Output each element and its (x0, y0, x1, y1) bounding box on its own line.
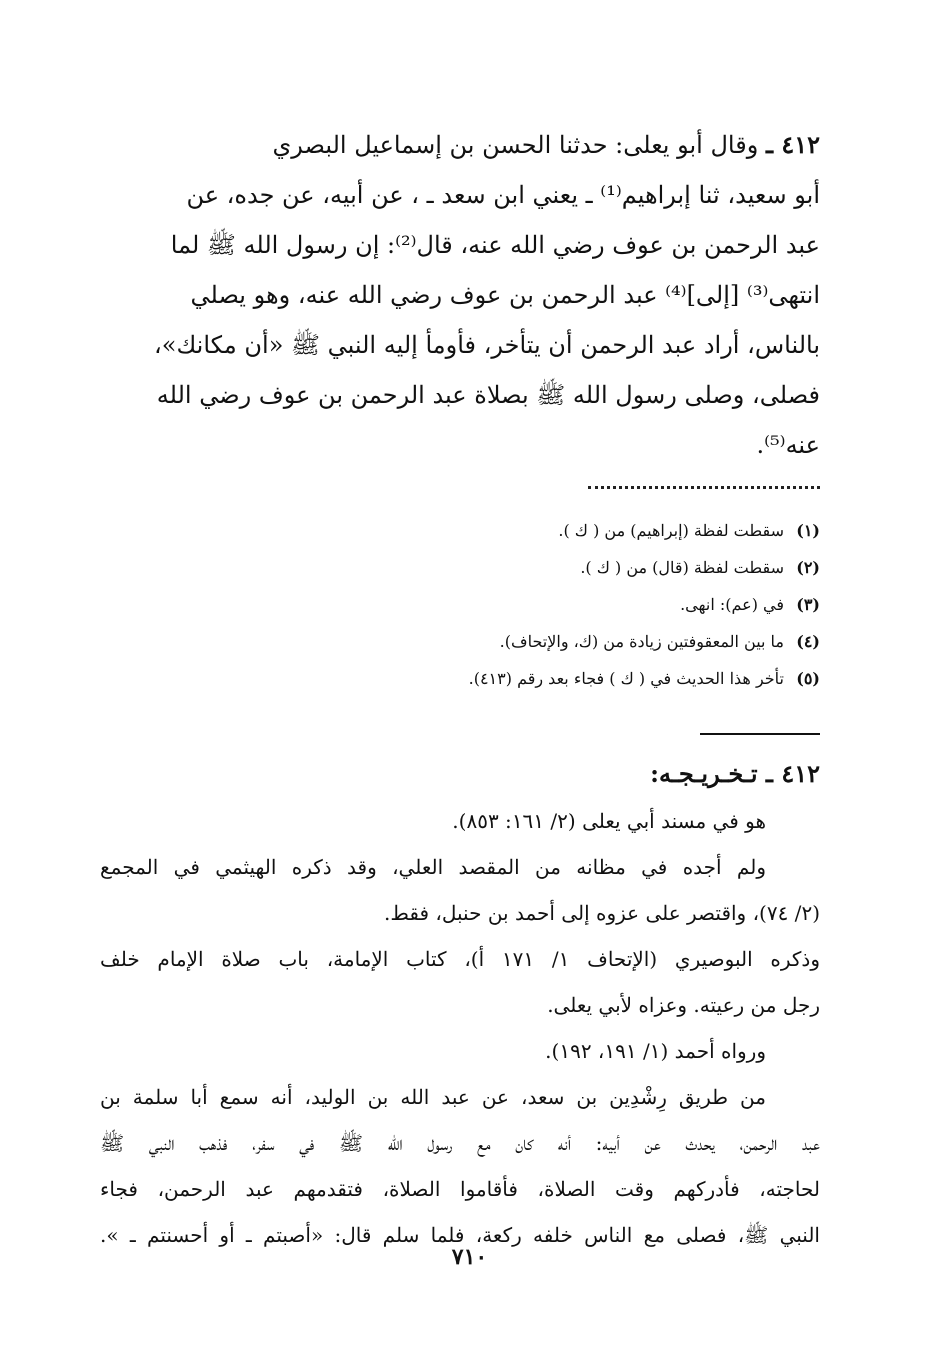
hadith-line: ٤١٢ ـ وقال أبو يعلى: حدثنا الحسن بن إسماعيل البصري (272, 130, 820, 159)
footnote (300, 623, 820, 660)
footnote-text: تأخر هذا الحديث في ( ك ) فجاء بعد رقم (٤١٣). (468, 669, 784, 688)
footnote-number: (٢) (796, 558, 820, 577)
footnote-text: في (عم): انهى. (680, 595, 784, 614)
hadith-line: عنه⁽⁵⁾. (756, 431, 820, 459)
takhrij-paragraph: لحاجته، فأدركهم وقت الصلاة، فأقاموا الصلاة، فتقدمهم عبد الرحمن، فجاء (100, 1177, 820, 1201)
hadith-line: عبد الرحمن بن عوف رضي الله عنه، قال⁽²⁾: إن رسول الله ﷺ لما (170, 231, 820, 259)
footnote-number: (٣) (796, 595, 820, 614)
page-number: ٧١٠ (451, 1244, 488, 1270)
hadith-line: بالناس، أراد عبد الرحمن أن يتأخر، فأومأ إليه النبي ﷺ «أن مكانك»، (154, 331, 820, 359)
takhrij-paragraph: هو في مسند أبي يعلى (٢/ ١٦١: ٨٥٣). (452, 809, 766, 833)
takhrij-section (100, 750, 820, 1258)
hadith-line: أبو سعيد، ثنا إبراهيم⁽¹⁾ ـ يعني ابن سعد ـ ، عن أبيه، عن جده، عن (186, 181, 820, 209)
takhrij-paragraph: من طريق رِشْدِين بن سعد، عن عبد الله بن الوليد، أنه سمع أبا سلمة بن (100, 1085, 766, 1109)
hadith-text (100, 120, 820, 470)
takhrij-paragraph: النبي ﷺ، فصلى مع الناس خلفه ركعة، فلما سلم قال: «أصبتم ـ أو أحسنتم ـ ». (100, 1223, 820, 1247)
footnotes (300, 512, 820, 697)
footnote (300, 512, 820, 549)
footnote (300, 660, 820, 697)
footnote-number: (٥) (796, 669, 820, 688)
hadith-line: فصلى، وصلى رسول الله ﷺ بصلاة عبد الرحمن بن عوف رضي الله (156, 381, 820, 409)
takhrij-paragraph: عبد الرحمن، يحدث عن أبيه: أنه كان مع رسول الله ﷺ في سفر، فذهب النبي ﷺ (100, 1131, 820, 1155)
footnote (300, 586, 820, 623)
hadith-number: ٤١٢ ـ (765, 130, 820, 159)
hadith-line: انتهى⁽³⁾ [إلى]⁽⁴⁾ عبد الرحمن بن عوف رضي الله عنه، وهو يصلي (190, 281, 820, 309)
dotted-separator (588, 486, 820, 489)
footnote-text: سقطت لفظة (إبراهيم) من ( ك ). (558, 521, 784, 540)
takhrij-paragraph: رجل من رعيته. وعزاه لأبي يعلى. (547, 993, 820, 1017)
takhrij-paragraph: ولم أجده في مظانه من المقصد العلي، وقد ذكره الهيثمي في المجمع (100, 855, 766, 879)
footnote-text: ما بين المعقوفتين زيادة من (ك، والإتحاف). (499, 632, 784, 651)
section-rule (700, 733, 820, 735)
takhrij-paragraph: وذكره البوصيري (الإتحاف ١/ ١٧١ أ)، كتاب الإمامة، باب صلاة الإمام خلف (100, 947, 820, 971)
footnote (300, 549, 820, 586)
takhrij-heading: ٤١٢ ـ تـخـريـجـه: (650, 759, 820, 788)
takhrij-paragraph: (٢/ ٧٤)، واقتصر على عزوه إلى أحمد بن حنبل، فقط. (384, 901, 820, 925)
takhrij-paragraph: ورواه أحمد (١/ ١٩١، ١٩٢). (545, 1039, 766, 1063)
footnote-text: سقطت لفظة (قال) من ( ك ). (580, 558, 784, 577)
footnote-number: (٤) (796, 632, 820, 651)
footnote-number: (١) (796, 521, 820, 540)
